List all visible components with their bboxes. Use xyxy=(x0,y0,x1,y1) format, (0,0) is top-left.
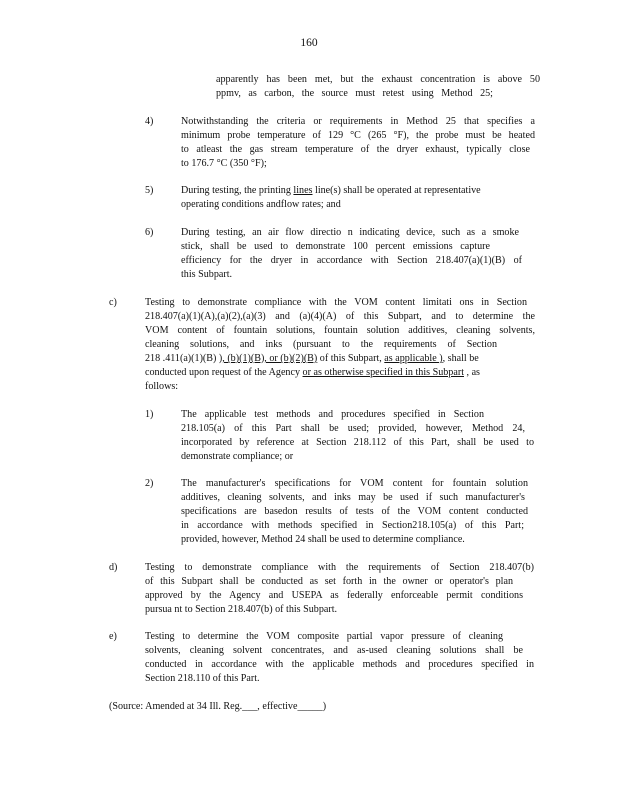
paragraph-line: stick, shall be used to demonstrate 100 percent emissions capture xyxy=(181,241,490,252)
paragraph-line: to atleast the gas stream temperature of the dryer exhaust, typically close xyxy=(181,144,530,155)
paragraph-line: conducted in accordance with the applicable methods and procedures specified in xyxy=(145,659,534,670)
paragraph-line: Testing to demonstrate compliance with the VOM content limitati ons in Section xyxy=(145,297,527,308)
item-label: c) xyxy=(109,297,117,308)
paragraph-line: conducted upon request of the Agency or as otherwise specified in this Subpart , as xyxy=(145,367,480,378)
paragraph-line: 218 .411(a)(1)(B) ), (b)(1)(B), or (b)(2)(B) of this Subpart, as applicable ), shall be xyxy=(145,353,479,364)
item-label: d) xyxy=(109,562,118,573)
paragraph-line: ppmv, as carbon, the source must retest using Method 25; xyxy=(216,88,493,99)
paragraph-line: apparently has been met, but the exhaust concentration is above 50 xyxy=(216,74,540,85)
paragraph-line: additives, cleaning solvents, and inks may be used if such manufacturer's xyxy=(181,492,525,503)
item-label: e) xyxy=(109,631,117,642)
inserted-text: ), (b)(1)(B), or (b)(2)(B) xyxy=(218,353,318,364)
paragraph-line: approved by the Agency and USEPA as federally enforceable permit conditions xyxy=(145,590,523,601)
paragraph-line: solvents, cleaning solvent concentrates, and as-used cleaning solutions shall be xyxy=(145,645,523,656)
source-note: (Source: Amended at 34 Ill. Reg.___, effective_____) xyxy=(109,701,327,712)
paragraph-line: During testing, an air flow directio n indicating device, such as a smoke xyxy=(181,227,519,238)
paragraph-line: During testing, the printing lines line(s) shall be operated at representative xyxy=(181,185,481,196)
paragraph-line: efficiency for the dryer in accordance with Section 218.407(a)(1)(B) of xyxy=(181,255,522,266)
paragraph-line: The manufacturer's specifications for VOM content for fountain solution xyxy=(181,478,528,489)
paragraph-line: incorporated by reference at Section 218.112 of this Part, shall be used to xyxy=(181,437,534,448)
paragraph-line: Testing to determine the VOM composite partial vapor pressure of cleaning xyxy=(145,631,503,642)
paragraph-line: Section 218.110 of this Part. xyxy=(145,673,260,684)
struck-text: lines xyxy=(293,185,313,196)
item-label: 2) xyxy=(145,478,154,489)
paragraph-line: Testing to demonstrate compliance with the requirements of Section 218.407(b) xyxy=(145,562,534,573)
paragraph-line: to 176.7 °C (350 °F); xyxy=(181,158,267,169)
page-number: 160 xyxy=(300,37,318,49)
paragraph-line: operating conditions andflow rates; and xyxy=(181,199,341,210)
paragraph-line: provided, however, Method 24 shall be used to determine compliance. xyxy=(181,534,465,545)
paragraph-line: 218.407(a)(1)(A),(a)(2),(a)(3) and (a)(4)(A) of this Subpart, and to determine the xyxy=(145,311,535,322)
paragraph-line: The applicable test methods and procedures specified in Section xyxy=(181,409,484,420)
paragraph-line: this Subpart. xyxy=(181,269,233,280)
paragraph-line: cleaning solutions, and inks (pursuant to the requirements of Section xyxy=(145,339,497,350)
paragraph-line: follows: xyxy=(145,381,179,392)
paragraph-line: 218.105(a) of this Part shall be used; provided, however, Method 24, xyxy=(181,423,525,434)
item-label: 4) xyxy=(145,116,154,127)
paragraph-line: in accordance with methods specified in Section218.105(a) of this Part; xyxy=(181,520,524,531)
paragraph-line: VOM content of fountain solutions, fountain solution additives, cleaning solvents, xyxy=(145,325,535,336)
paragraph-line: demonstrate compliance; or xyxy=(181,451,294,462)
paragraph-line: specifications are basedon results of tests of the VOM content conducted xyxy=(181,506,528,517)
inserted-text: or as otherwise specified in this Subpart xyxy=(302,367,464,378)
paragraph-line: of this Subpart shall be conducted as set forth in the owner or operator's plan xyxy=(145,576,513,587)
paragraph-line: pursua nt to Section 218.407(b) of this Subpart. xyxy=(145,604,338,615)
item-label: 6) xyxy=(145,227,154,238)
inserted-text: as applicable ) xyxy=(384,353,443,364)
item-label: 5) xyxy=(145,185,154,196)
paragraph-line: Notwithstanding the criteria or requirements in Method 25 that specifies a xyxy=(181,116,535,127)
paragraph-line: minimum probe temperature of 129 °C (265 °F), the probe must be heated xyxy=(181,130,535,141)
item-label: 1) xyxy=(145,409,154,420)
